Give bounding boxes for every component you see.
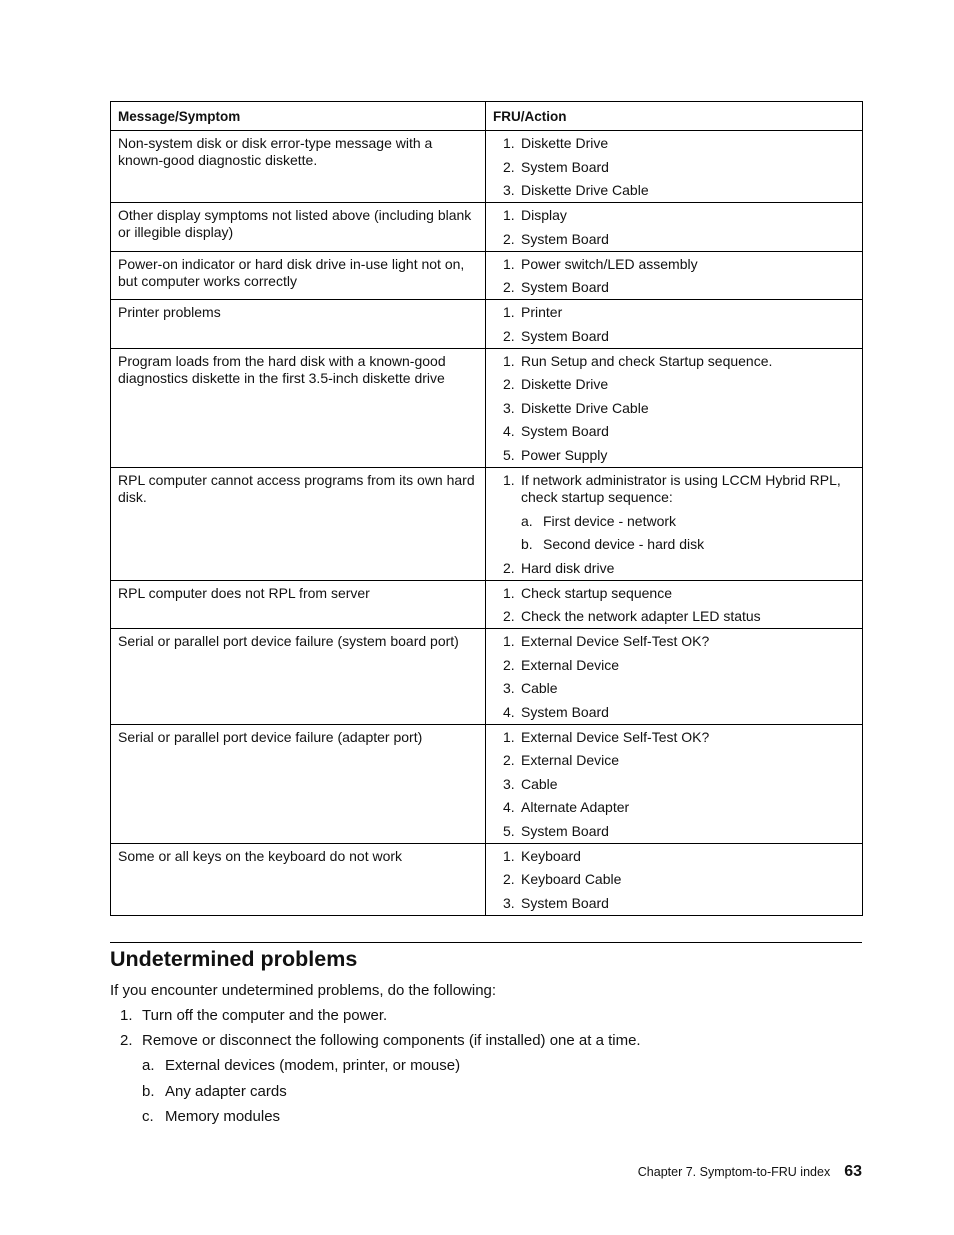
action-text: Alternate Adapter: [521, 799, 630, 815]
table-row: [111, 131, 863, 203]
symptom-cell: Program loads from the hard disk with a known-good diagnostics diskette in the first 3.5-inch diskette drive: [111, 348, 486, 467]
substep-text: Memory modules: [165, 1108, 281, 1125]
action-number: 1.: [503, 304, 515, 320]
action-text: External Device: [521, 656, 620, 673]
action-text: Check startup sequence: [521, 584, 672, 601]
section-divider: [110, 942, 862, 943]
action-item: [493, 423, 855, 440]
sub-action-text: Second device - hard disk: [543, 536, 705, 552]
fru-action-cell: [486, 629, 863, 725]
action-text: External Device Self-Test OK?: [521, 728, 710, 745]
action-number: 5.: [503, 822, 515, 839]
action-number: 1.: [503, 584, 515, 601]
action-list: [493, 472, 855, 577]
sub-action-list: [521, 513, 855, 554]
action-text: Run Setup and check Startup sequence.: [521, 352, 773, 369]
action-text: Diskette Drive Cable: [521, 399, 649, 416]
symptom-cell: RPL computer cannot access programs from its own hard disk.: [111, 467, 486, 580]
symptom-fru-table: [110, 101, 863, 916]
fru-action-cell: [486, 131, 863, 203]
action-item: [493, 799, 855, 816]
action-text: System Board: [521, 158, 609, 175]
substep-letter: a.: [142, 1057, 155, 1074]
action-item: [493, 304, 855, 321]
fru-action-cell: [486, 300, 863, 349]
action-item: [493, 400, 855, 417]
action-item: [493, 447, 855, 464]
action-text: Diskette Drive Cable: [521, 182, 649, 198]
symptom-cell: Other display symptoms not listed above (including blank or illegible display): [111, 203, 486, 252]
action-text: Power switch/LED assembly: [521, 255, 698, 272]
action-text: System Board: [521, 327, 609, 344]
action-number: 2.: [503, 752, 515, 768]
page-footer: [600, 1163, 862, 1181]
action-number: 1.: [503, 135, 515, 151]
action-text: Printer: [521, 304, 563, 320]
action-number: 1.: [503, 471, 515, 488]
action-number: 4.: [503, 799, 515, 815]
action-item: [493, 353, 855, 370]
action-number: 2.: [503, 376, 515, 392]
action-number: 4.: [503, 703, 515, 720]
fru-action-cell: [486, 580, 863, 629]
action-item: [493, 848, 855, 865]
action-number: 3.: [503, 680, 515, 696]
table-row: [111, 300, 863, 349]
action-text: System Board: [521, 703, 609, 720]
action-number: 2.: [503, 608, 515, 624]
action-text: Diskette Drive: [521, 376, 609, 392]
action-item: [493, 680, 855, 697]
step-number: 2.: [120, 1032, 133, 1049]
action-list: [493, 135, 855, 199]
table-row: [111, 629, 863, 725]
substep-letter: c.: [142, 1108, 154, 1125]
action-item: [493, 376, 855, 393]
action-item: [493, 279, 855, 296]
fru-action-cell: [486, 724, 863, 843]
action-text: External Device: [521, 752, 620, 768]
action-item: [493, 633, 855, 650]
action-text: System Board: [521, 822, 609, 839]
action-number: 5.: [503, 446, 515, 463]
symptom-cell: Serial or parallel port device failure (system board port): [111, 629, 486, 725]
action-text: If network administrator is using LCCM Hybrid RPL, check startup sequence:: [521, 471, 841, 505]
action-number: 1.: [503, 633, 515, 649]
action-number: 3.: [503, 894, 515, 911]
action-text: System Board: [521, 423, 609, 439]
symptom-cell: Non-system disk or disk error-type message with a known-good diagnostic diskette.: [111, 131, 486, 203]
action-number: 2.: [503, 230, 515, 247]
action-item: [493, 231, 855, 248]
action-text: Power Supply: [521, 446, 608, 463]
table-row: [111, 467, 863, 580]
action-list: [493, 729, 855, 840]
table-row: [111, 251, 863, 300]
action-list: [493, 304, 855, 345]
table-row: [111, 348, 863, 467]
action-text: System Board: [521, 279, 609, 295]
sub-action-item: [521, 513, 855, 530]
action-number: 2.: [503, 559, 515, 576]
table-header-row: [111, 102, 863, 131]
action-item: [493, 657, 855, 674]
action-item: [493, 895, 855, 912]
action-item: [493, 182, 855, 199]
action-list: [493, 585, 855, 626]
action-item: [493, 608, 855, 625]
symptom-cell: Some or all keys on the keyboard do not work: [111, 843, 486, 915]
action-item: [493, 207, 855, 224]
action-list: [493, 848, 855, 912]
fru-action-cell: [486, 843, 863, 915]
action-item: [493, 328, 855, 345]
action-item: [493, 585, 855, 602]
header-message-symptom: Message/Symptom: [111, 102, 486, 131]
action-item: [493, 729, 855, 746]
action-number: 1.: [503, 352, 515, 369]
action-text: External Device Self-Test OK?: [521, 633, 710, 649]
action-item: [493, 752, 855, 769]
action-item: [493, 159, 855, 176]
action-item: [493, 704, 855, 721]
section-intro: If you encounter undetermined problems, do the following:: [110, 982, 497, 999]
action-item: [493, 256, 855, 273]
action-list: [493, 256, 855, 297]
action-item: [493, 776, 855, 793]
action-text: Check the network adapter LED status: [521, 608, 761, 624]
action-text: Hard disk drive: [521, 559, 615, 576]
fru-action-cell: [486, 251, 863, 300]
action-number: 4.: [503, 423, 515, 439]
table-row: [111, 843, 863, 915]
action-number: 2.: [503, 158, 515, 175]
action-number: 3.: [503, 399, 515, 416]
step-text: Remove or disconnect the following components (if installed) one at a time.: [142, 1032, 641, 1049]
action-number: 1.: [503, 728, 515, 745]
sub-action-text: First device - network: [543, 512, 677, 529]
step-text: Turn off the computer and the power.: [142, 1007, 388, 1024]
footer-chapter: Chapter 7. Symptom-to-FRU index: [637, 1165, 831, 1179]
action-number: 2.: [503, 327, 515, 344]
action-number: 2.: [503, 279, 515, 295]
symptom-cell: RPL computer does not RPL from server: [111, 580, 486, 629]
table-row: [111, 580, 863, 629]
symptom-cell: Serial or parallel port device failure (adapter port): [111, 724, 486, 843]
action-number: 3.: [503, 775, 515, 792]
fru-action-cell: [486, 203, 863, 252]
action-list: [493, 633, 855, 721]
fru-action-cell: [486, 467, 863, 580]
action-list: [493, 353, 855, 464]
action-list: [493, 207, 855, 248]
action-number: 2.: [503, 871, 515, 887]
symptom-cell: Power-on indicator or hard disk drive in-use light not on, but computer works correctly: [111, 251, 486, 300]
action-item: [493, 560, 855, 577]
header-fru-action: FRU/Action: [486, 102, 863, 131]
sub-action-letter: a.: [521, 512, 533, 529]
table-row: [111, 203, 863, 252]
step-number: 1.: [120, 1007, 133, 1024]
action-text: Cable: [521, 680, 558, 696]
action-item: [493, 472, 855, 554]
action-text: System Board: [521, 894, 609, 911]
action-text: Cable: [521, 775, 558, 792]
action-text: Keyboard: [521, 847, 581, 864]
sub-action-item: [521, 536, 855, 553]
action-number: 3.: [503, 182, 515, 198]
action-number: 1.: [503, 847, 515, 864]
action-number: 1.: [503, 207, 515, 223]
action-number: 1.: [503, 255, 515, 272]
page-number: 63: [844, 1163, 862, 1180]
action-text: Display: [521, 207, 567, 223]
action-text: System Board: [521, 230, 609, 247]
sub-action-letter: b.: [521, 536, 533, 552]
table-body: [111, 131, 863, 916]
action-number: 2.: [503, 656, 515, 673]
substep-text: External devices (modem, printer, or mouse): [165, 1057, 461, 1074]
action-text: Diskette Drive: [521, 135, 609, 151]
section-title: Undetermined problems: [110, 947, 358, 971]
action-text: Keyboard Cable: [521, 871, 622, 887]
action-item: [493, 871, 855, 888]
fru-action-cell: [486, 348, 863, 467]
action-item: [493, 823, 855, 840]
substep-text: Any adapter cards: [165, 1083, 287, 1100]
action-item: [493, 135, 855, 152]
table-row: [111, 724, 863, 843]
substep-letter: b.: [142, 1083, 155, 1100]
symptom-cell: Printer problems: [111, 300, 486, 349]
